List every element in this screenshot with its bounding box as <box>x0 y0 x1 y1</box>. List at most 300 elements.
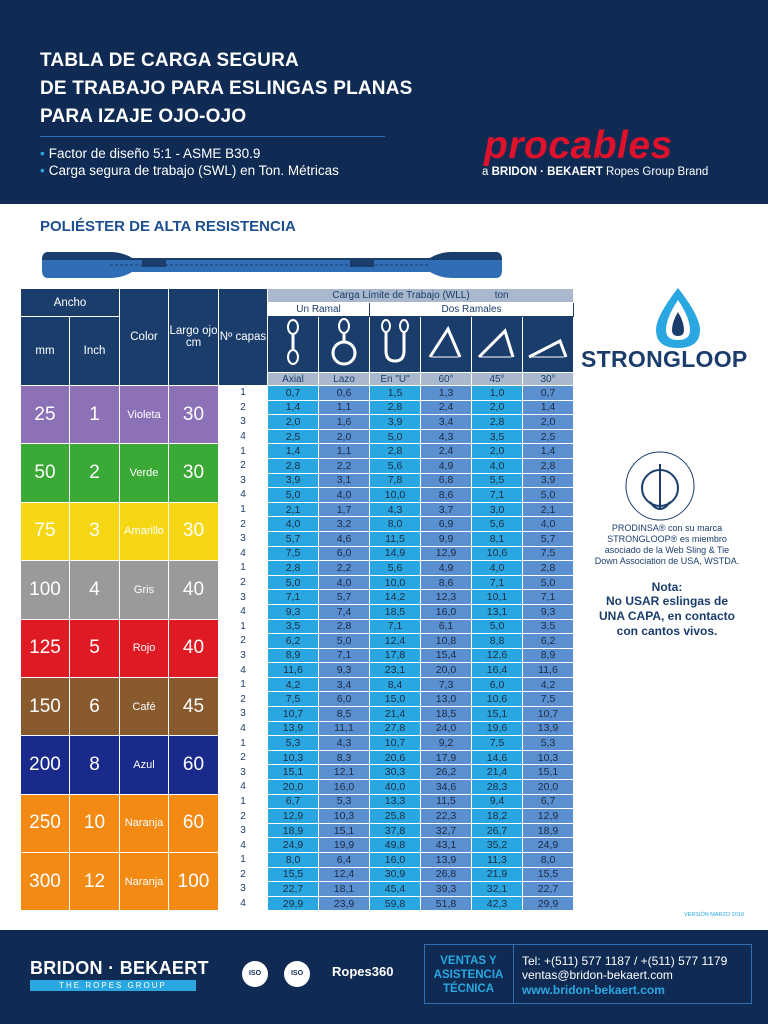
cell-value: 6,7 <box>523 794 574 809</box>
cell-value: 11,3 <box>472 853 523 868</box>
cell-value: 4,0 <box>319 488 370 503</box>
cell-value: 6,0 <box>319 692 370 707</box>
cell-value: 6,7 <box>268 794 319 809</box>
header-ancho: Ancho <box>21 289 120 317</box>
cell-value: 2,4 <box>421 444 472 459</box>
cell-value: 1,7 <box>319 502 370 517</box>
cell-value: 11,6 <box>523 663 574 678</box>
cell-value: 6,2 <box>268 634 319 649</box>
cell-mm: 125 <box>21 619 70 677</box>
cell-capas: 2 <box>219 634 268 649</box>
cell-value: 2,5 <box>523 429 574 444</box>
cell-value: 15,1 <box>472 707 523 722</box>
cell-value: 19,9 <box>319 838 370 853</box>
cell-value: 6,1 <box>421 619 472 634</box>
cell-value: 15,1 <box>319 823 370 838</box>
cell-capas: 3 <box>219 415 268 430</box>
cell-value: 10,3 <box>268 750 319 765</box>
cell-capas: 2 <box>219 692 268 707</box>
cell-capas: 1 <box>219 502 268 517</box>
cell-value: 26,2 <box>421 765 472 780</box>
col-label-45: 45° <box>472 373 523 386</box>
cell-capas: 3 <box>219 765 268 780</box>
cell-mm: 150 <box>21 677 70 735</box>
col-label-en-u: En "U" <box>370 373 421 386</box>
cell-capas: 2 <box>219 575 268 590</box>
cell-value: 14,9 <box>370 546 421 561</box>
cell-value: 22,7 <box>268 882 319 897</box>
contact-website[interactable]: www.bridon-bekaert.com <box>522 983 665 997</box>
cell-value: 2,0 <box>472 444 523 459</box>
cell-value: 10,0 <box>370 575 421 590</box>
cell-capas: 1 <box>219 444 268 459</box>
cell-value: 7,1 <box>472 575 523 590</box>
cell-value: 2,1 <box>268 502 319 517</box>
cell-value: 13,9 <box>421 853 472 868</box>
cell-value: 8,0 <box>268 853 319 868</box>
cell-value: 8,4 <box>370 677 421 692</box>
cell-value: 27,8 <box>370 721 421 736</box>
cell-value: 32,7 <box>421 823 472 838</box>
cell-value: 7,4 <box>319 604 370 619</box>
cell-value: 7,1 <box>268 590 319 605</box>
cell-mm: 250 <box>21 794 70 852</box>
cell-value: 4,9 <box>421 458 472 473</box>
cell-value: 1,4 <box>268 444 319 459</box>
cell-capas: 4 <box>219 488 268 503</box>
cell-value: 11,6 <box>268 663 319 678</box>
cell-capas: 1 <box>219 677 268 692</box>
cell-value: 18,2 <box>472 809 523 824</box>
cell-value: 18,9 <box>523 823 574 838</box>
header-largo: Largo ojo cm <box>169 289 219 386</box>
cell-value: 40,0 <box>370 780 421 795</box>
cell-capas: 3 <box>219 590 268 605</box>
cell-value: 1,6 <box>319 415 370 430</box>
cell-value: 2,8 <box>370 444 421 459</box>
cell-value: 3,9 <box>523 473 574 488</box>
cell-value: 37,8 <box>370 823 421 838</box>
table-row <box>21 502 574 517</box>
contact-heading: VENTAS Y ASISTENCIA TÉCNICA <box>424 944 514 1004</box>
cell-capas: 2 <box>219 867 268 882</box>
cell-value: 1,4 <box>523 444 574 459</box>
cell-color: Gris <box>120 561 169 619</box>
load-table-wrap <box>20 288 574 911</box>
cell-capas: 1 <box>219 853 268 868</box>
cell-value: 3,4 <box>421 415 472 430</box>
cell-value: 5,0 <box>472 619 523 634</box>
cell-value: 3,1 <box>319 473 370 488</box>
cell-value: 0,7 <box>268 386 319 401</box>
bullet-dot-icon: • <box>40 163 45 178</box>
cell-value: 16,0 <box>370 853 421 868</box>
cell-value: 1,1 <box>319 400 370 415</box>
cell-value: 4,6 <box>319 531 370 546</box>
cell-value: 26,7 <box>472 823 523 838</box>
cell-color: Verde <box>120 444 169 502</box>
cell-value: 2,8 <box>370 400 421 415</box>
table-body <box>21 386 574 911</box>
cell-value: 26,8 <box>421 867 472 882</box>
cell-value: 5,0 <box>523 488 574 503</box>
cell-capas: 4 <box>219 429 268 444</box>
cell-capas: 4 <box>219 546 268 561</box>
cell-value: 5,7 <box>319 590 370 605</box>
cell-value: 9,3 <box>523 604 574 619</box>
cell-value: 10,7 <box>268 707 319 722</box>
cell-value: 2,2 <box>319 561 370 576</box>
bullet-dot-icon: • <box>40 146 45 161</box>
cell-value: 2,8 <box>268 458 319 473</box>
cell-value: 5,0 <box>268 575 319 590</box>
cell-value: 8,1 <box>472 531 523 546</box>
cell-mm: 50 <box>21 444 70 502</box>
cell-value: 20,0 <box>523 780 574 795</box>
cell-value: 5,6 <box>370 458 421 473</box>
cell-color: Azul <box>120 736 169 794</box>
cell-value: 8,0 <box>370 517 421 532</box>
cell-value: 9,3 <box>268 604 319 619</box>
cell-value: 1,4 <box>268 400 319 415</box>
cell-value: 4,9 <box>421 561 472 576</box>
cell-value: 16,0 <box>319 780 370 795</box>
cell-value: 5,0 <box>370 429 421 444</box>
cell-value: 12,6 <box>472 648 523 663</box>
cell-value: 5,0 <box>319 634 370 649</box>
cell-largo: 60 <box>169 736 219 794</box>
cell-value: 3,4 <box>319 677 370 692</box>
cell-value: 5,3 <box>523 736 574 751</box>
bridon-bekaert-logo: BRIDON · BEKAERT <box>30 958 209 978</box>
cell-value: 10,6 <box>472 546 523 561</box>
cell-inch: 5 <box>70 619 120 677</box>
header-divider <box>40 136 385 137</box>
cell-value: 15,1 <box>523 765 574 780</box>
cell-value: 24,0 <box>421 721 472 736</box>
cell-value: 18,5 <box>421 707 472 722</box>
cell-inch: 6 <box>70 677 120 735</box>
cell-capas: 3 <box>219 882 268 897</box>
angle-45-icon <box>472 317 523 373</box>
cell-largo: 60 <box>169 794 219 852</box>
cell-value: 15,5 <box>268 867 319 882</box>
cell-value: 5,6 <box>472 517 523 532</box>
cell-value: 12,1 <box>319 765 370 780</box>
cell-value: 29,9 <box>523 896 574 911</box>
header-mm: mm <box>21 317 70 386</box>
cell-capas: 3 <box>219 648 268 663</box>
cell-value: 3,9 <box>370 415 421 430</box>
cell-value: 59,8 <box>370 896 421 911</box>
cell-value: 42,3 <box>472 896 523 911</box>
cell-value: 5,7 <box>268 531 319 546</box>
cell-value: 14,2 <box>370 590 421 605</box>
contact-phone: Tel: +(511) 577 1187 / +(511) 577 1179 <box>522 954 728 968</box>
cell-value: 6,0 <box>472 677 523 692</box>
table-row <box>21 677 574 692</box>
cell-value: 17,8 <box>370 648 421 663</box>
cell-value: 2,8 <box>268 561 319 576</box>
cell-value: 13,9 <box>523 721 574 736</box>
brand-sub-prefix: a <box>482 166 492 178</box>
cell-value: 21,4 <box>472 765 523 780</box>
table-row <box>21 444 574 459</box>
cell-largo: 45 <box>169 677 219 735</box>
col-label-60: 60° <box>421 373 472 386</box>
cell-value: 0,6 <box>319 386 370 401</box>
cell-capas: 2 <box>219 517 268 532</box>
cell-value: 16,0 <box>421 604 472 619</box>
cell-value: 2,0 <box>319 429 370 444</box>
cell-value: 13,0 <box>421 692 472 707</box>
ropes360-logo: Ropes360 <box>332 964 394 979</box>
note-body: No USAR eslingas de UNA CAPA, en contacto con cantos vivos. <box>598 594 735 638</box>
cell-value: 2,0 <box>472 400 523 415</box>
cell-value: 7,5 <box>523 692 574 707</box>
cell-value: 49,8 <box>370 838 421 853</box>
iso-9001-badge-icon: ISO <box>242 961 268 987</box>
page-title-line-3: PARA IZAJE OJO-OJO <box>40 106 247 127</box>
table-row <box>21 386 574 401</box>
cell-capas: 1 <box>219 561 268 576</box>
cell-value: 15,4 <box>421 648 472 663</box>
cell-inch: 4 <box>70 561 120 619</box>
cell-value: 10,1 <box>472 590 523 605</box>
cell-capas: 3 <box>219 707 268 722</box>
cell-capas: 2 <box>219 809 268 824</box>
cell-value: 24,9 <box>523 838 574 853</box>
cell-value: 3,5 <box>268 619 319 634</box>
cell-value: 1,4 <box>523 400 574 415</box>
page-title-line-1: TABLA DE CARGA SEGURA <box>40 50 299 71</box>
cell-value: 23,1 <box>370 663 421 678</box>
cell-capas: 2 <box>219 400 268 415</box>
cell-value: 4,2 <box>268 677 319 692</box>
bullet-text: Carga segura de trabajo (SWL) en Ton. Métricas <box>48 163 339 178</box>
cell-capas: 1 <box>219 736 268 751</box>
cell-inch: 2 <box>70 444 120 502</box>
brand-logo-procables: procables <box>484 124 673 167</box>
cell-value: 13,1 <box>472 604 523 619</box>
cell-value: 23,9 <box>319 896 370 911</box>
cell-value: 45,4 <box>370 882 421 897</box>
choker-hitch-icon <box>319 317 370 373</box>
cell-value: 10,0 <box>370 488 421 503</box>
bullet-text: Factor de diseño 5:1 - ASME B30.9 <box>48 146 261 161</box>
basket-hitch-icon <box>370 317 421 373</box>
strongloop-logo-text: STRONGLOOP <box>581 346 748 372</box>
cell-value: 2,2 <box>319 458 370 473</box>
cell-capas: 3 <box>219 531 268 546</box>
section-subtitle: POLIÉSTER DE ALTA RESISTENCIA <box>40 218 296 235</box>
cell-value: 39,3 <box>421 882 472 897</box>
cell-value: 7,1 <box>319 648 370 663</box>
table-row <box>21 561 574 576</box>
col-label-lazo: Lazo <box>319 373 370 386</box>
cell-capas: 3 <box>219 823 268 838</box>
cell-value: 12,3 <box>421 590 472 605</box>
cell-value: 7,5 <box>268 546 319 561</box>
cell-mm: 25 <box>21 386 70 444</box>
cell-color: Violeta <box>120 386 169 444</box>
col-label-30: 30° <box>523 373 574 386</box>
cell-mm: 75 <box>21 502 70 560</box>
cell-largo: 30 <box>169 386 219 444</box>
cell-value: 3,5 <box>523 619 574 634</box>
cell-value: 2,1 <box>523 502 574 517</box>
cell-value: 9,9 <box>421 531 472 546</box>
cell-value: 34,6 <box>421 780 472 795</box>
cell-value: 9,3 <box>319 663 370 678</box>
cell-capas: 4 <box>219 838 268 853</box>
cell-value: 16,4 <box>472 663 523 678</box>
cell-value: 11,5 <box>370 531 421 546</box>
prodinsa-note: PRODINSA® con su marca STRONGLOOP® es miembro asociado de la Web Sling & Tie Down Association de USA, WSTDA. <box>594 523 740 566</box>
cell-value: 1,3 <box>421 386 472 401</box>
header-capas: Nº capas <box>219 289 268 386</box>
table-row <box>21 736 574 751</box>
cell-value: 5,3 <box>268 736 319 751</box>
cell-value: 17,9 <box>421 750 472 765</box>
cell-capas: 2 <box>219 458 268 473</box>
cell-value: 51,8 <box>421 896 472 911</box>
cell-value: 30,9 <box>370 867 421 882</box>
cell-value: 20,0 <box>268 780 319 795</box>
cell-capas: 4 <box>219 780 268 795</box>
wsta-seal-icon <box>620 446 700 526</box>
cell-value: 24,9 <box>268 838 319 853</box>
angle-30-icon <box>523 317 574 373</box>
cell-capas: 2 <box>219 750 268 765</box>
header-inch: Inch <box>70 317 120 386</box>
cell-mm: 300 <box>21 853 70 911</box>
cell-value: 10,8 <box>421 634 472 649</box>
cell-value: 7,5 <box>523 546 574 561</box>
cell-value: 22,3 <box>421 809 472 824</box>
cell-value: 19,6 <box>472 721 523 736</box>
cell-capas: 4 <box>219 721 268 736</box>
cell-inch: 10 <box>70 794 120 852</box>
cell-value: 3,2 <box>319 517 370 532</box>
cell-color: Café <box>120 677 169 735</box>
cell-inch: 8 <box>70 736 120 794</box>
cell-value: 15,1 <box>268 765 319 780</box>
cell-value: 5,7 <box>523 531 574 546</box>
header-dos-ramales: Dos Ramales <box>370 303 574 317</box>
cell-largo: 40 <box>169 619 219 677</box>
cell-value: 4,3 <box>370 502 421 517</box>
cell-value: 22,7 <box>523 882 574 897</box>
cell-value: 6,8 <box>421 473 472 488</box>
cell-value: 8,8 <box>472 634 523 649</box>
load-table <box>20 288 574 911</box>
bridon-bekaert-tagline: THE ROPES GROUP <box>30 980 196 991</box>
cell-value: 5,6 <box>370 561 421 576</box>
cell-value: 3,0 <box>472 502 523 517</box>
note-title: Nota: <box>651 580 683 594</box>
cell-value: 12,9 <box>421 546 472 561</box>
cell-capas: 3 <box>219 473 268 488</box>
cell-value: 20,0 <box>421 663 472 678</box>
version-label: VERSIÓN MARZO 2018 <box>684 912 744 918</box>
cell-value: 2,0 <box>268 415 319 430</box>
page-title-line-2: DE TRABAJO PARA ESLINGAS PLANAS <box>40 78 413 99</box>
header-wll-label: Carga Límite de Trabajo (WLL) <box>332 290 470 301</box>
cell-mm: 200 <box>21 736 70 794</box>
cell-value: 3,9 <box>268 473 319 488</box>
cell-value: 14,6 <box>472 750 523 765</box>
cell-value: 7,1 <box>472 488 523 503</box>
cell-value: 5,5 <box>472 473 523 488</box>
cell-value: 0,7 <box>523 386 574 401</box>
cell-value: 12,9 <box>523 809 574 824</box>
cell-value: 10,3 <box>319 809 370 824</box>
cell-value: 21,4 <box>370 707 421 722</box>
angle-60-icon <box>421 317 472 373</box>
cell-value: 3,5 <box>472 429 523 444</box>
cell-value: 25,8 <box>370 809 421 824</box>
cell-capas: 1 <box>219 619 268 634</box>
cell-value: 4,0 <box>472 561 523 576</box>
cell-value: 6,0 <box>319 546 370 561</box>
cell-value: 30,3 <box>370 765 421 780</box>
bullet-design-factor <box>40 146 260 161</box>
cell-value: 1,1 <box>319 444 370 459</box>
contact-email[interactable]: ventas@bridon-bekaert.com <box>522 968 673 982</box>
cell-color: Rojo <box>120 619 169 677</box>
cell-value: 18,9 <box>268 823 319 838</box>
cell-value: 43,1 <box>421 838 472 853</box>
cell-value: 4,3 <box>319 736 370 751</box>
cell-value: 2,8 <box>472 415 523 430</box>
cell-value: 6,9 <box>421 517 472 532</box>
cell-value: 8,0 <box>523 853 574 868</box>
cell-value: 12,4 <box>319 867 370 882</box>
cell-inch: 12 <box>70 853 120 911</box>
cell-value: 9,4 <box>472 794 523 809</box>
cell-color: Naranja <box>120 853 169 911</box>
bullet-swl <box>40 163 339 178</box>
table-row <box>21 794 574 809</box>
cell-color: Amarillo <box>120 502 169 560</box>
axial-hitch-icon <box>268 317 319 373</box>
cell-value: 20,6 <box>370 750 421 765</box>
cell-value: 10,7 <box>523 707 574 722</box>
cell-value: 4,0 <box>472 458 523 473</box>
cell-value: 11,1 <box>319 721 370 736</box>
cell-value: 2,4 <box>421 400 472 415</box>
cell-capas: 4 <box>219 604 268 619</box>
cell-value: 15,5 <box>523 867 574 882</box>
cell-value: 8,6 <box>421 488 472 503</box>
cell-value: 2,8 <box>523 561 574 576</box>
cell-value: 4,3 <box>421 429 472 444</box>
cell-capas: 4 <box>219 663 268 678</box>
cell-inch: 3 <box>70 502 120 560</box>
cell-value: 4,0 <box>523 517 574 532</box>
cell-value: 4,0 <box>268 517 319 532</box>
cell-value: 4,0 <box>319 575 370 590</box>
col-label-axial: Axial <box>268 373 319 386</box>
table-row <box>21 619 574 634</box>
cell-inch: 1 <box>70 386 120 444</box>
cell-value: 8,6 <box>421 575 472 590</box>
cell-value: 13,3 <box>370 794 421 809</box>
cell-value: 5,3 <box>319 794 370 809</box>
cell-value: 12,4 <box>370 634 421 649</box>
cell-value: 8,5 <box>319 707 370 722</box>
